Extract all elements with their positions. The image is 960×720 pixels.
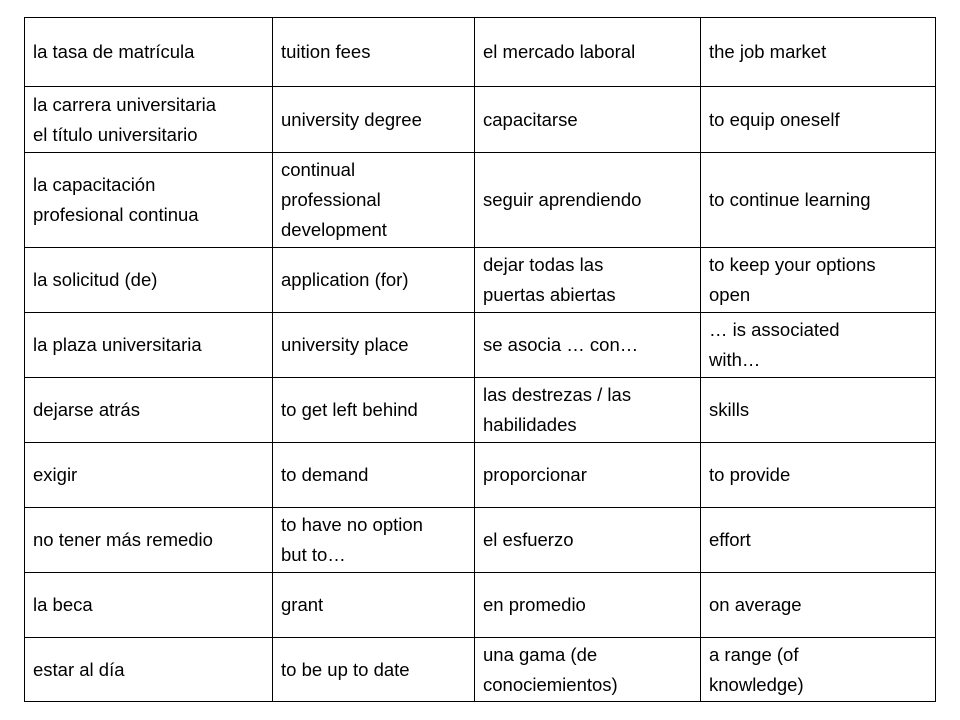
spanish-term: no tener más remedio bbox=[25, 508, 273, 573]
spanish-term: la tasa de matrícula bbox=[25, 18, 273, 87]
spanish-term: seguir aprendiendo bbox=[475, 153, 701, 248]
english-translation: grant bbox=[273, 573, 475, 638]
english-translation: tuition fees bbox=[273, 18, 475, 87]
english-translation: effort bbox=[701, 508, 936, 573]
table-row bbox=[25, 638, 936, 702]
spanish-term: la beca bbox=[25, 573, 273, 638]
spanish-term: la plaza universitaria bbox=[25, 313, 273, 378]
english-translation: continual professional development bbox=[273, 153, 475, 248]
table-row bbox=[25, 573, 936, 638]
spanish-term: estar al día bbox=[25, 638, 273, 702]
english-translation: university degree bbox=[273, 87, 475, 153]
vocabulary-table bbox=[24, 17, 936, 702]
table-row bbox=[25, 18, 936, 87]
spanish-term: capacitarse bbox=[475, 87, 701, 153]
table-row bbox=[25, 87, 936, 153]
english-translation: to get left behind bbox=[273, 378, 475, 443]
english-translation: to continue learning bbox=[701, 153, 936, 248]
spanish-term: exigir bbox=[25, 443, 273, 508]
english-translation: a range (of knowledge) bbox=[701, 638, 936, 702]
english-translation: to keep your options open bbox=[701, 248, 936, 313]
spanish-term: dejar todas las puertas abiertas bbox=[475, 248, 701, 313]
table-row bbox=[25, 313, 936, 378]
spanish-term: el mercado laboral bbox=[475, 18, 701, 87]
spanish-term: la carrera universitaria el título universitario bbox=[25, 87, 273, 153]
spanish-term: proporcionar bbox=[475, 443, 701, 508]
english-translation: university place bbox=[273, 313, 475, 378]
spanish-term: la capacitación profesional continua bbox=[25, 153, 273, 248]
english-translation: to provide bbox=[701, 443, 936, 508]
spanish-term: las destrezas / las habilidades bbox=[475, 378, 701, 443]
english-translation: to be up to date bbox=[273, 638, 475, 702]
english-translation: to have no option but to… bbox=[273, 508, 475, 573]
english-translation: to equip oneself bbox=[701, 87, 936, 153]
spanish-term: se asocia … con… bbox=[475, 313, 701, 378]
spanish-term: una gama (de conociemientos) bbox=[475, 638, 701, 702]
spanish-term: el esfuerzo bbox=[475, 508, 701, 573]
table-row bbox=[25, 153, 936, 248]
spanish-term: en promedio bbox=[475, 573, 701, 638]
english-translation: … is associated with… bbox=[701, 313, 936, 378]
english-translation: application (for) bbox=[273, 248, 475, 313]
english-translation: to demand bbox=[273, 443, 475, 508]
english-translation: the job market bbox=[701, 18, 936, 87]
table-row bbox=[25, 508, 936, 573]
english-translation: on average bbox=[701, 573, 936, 638]
spanish-term: la solicitud (de) bbox=[25, 248, 273, 313]
table-row bbox=[25, 378, 936, 443]
spanish-term: dejarse atrás bbox=[25, 378, 273, 443]
table-row bbox=[25, 443, 936, 508]
english-translation: skills bbox=[701, 378, 936, 443]
table-row bbox=[25, 248, 936, 313]
